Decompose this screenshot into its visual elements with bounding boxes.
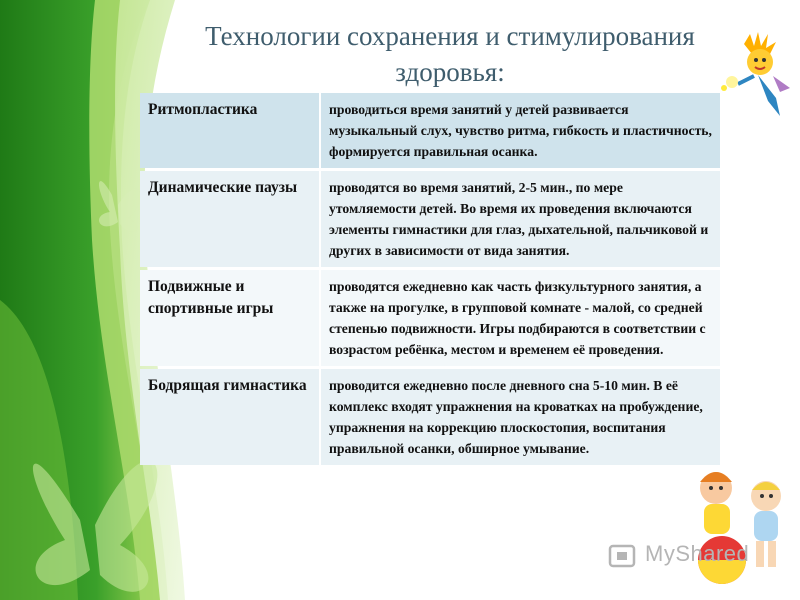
table-row xyxy=(140,369,720,465)
description-cell: проводиться время занятий у детей развивается музыкальный слух, чувство ритма, гибкость и пластичность, формируется правильная осанка. xyxy=(321,93,720,168)
slide-title-line-2: здоровья: xyxy=(395,57,505,87)
term-cell: Бодрящая гимнастика xyxy=(140,369,321,465)
term-cell: Динамические паузы xyxy=(140,171,321,267)
term-cell: Подвижные и спортивные игры xyxy=(140,270,321,366)
term-cell: Ритмопластика xyxy=(140,93,321,168)
slide-title-line-1: Технологии сохранения и стимулирования xyxy=(205,21,695,51)
slide-title xyxy=(150,18,750,90)
table-row xyxy=(140,270,720,366)
technologies-table xyxy=(140,90,720,468)
table-row xyxy=(140,171,720,267)
description-cell: проводятся во время занятий, 2-5 мин., по мере утомляемости детей. Во время их проведения включаются элементы гимнастики для глаз, дыхательной, пальчиковой и других в зависимости от вида занятия. xyxy=(321,171,720,267)
watermark-text: MyShared xyxy=(645,541,750,566)
description-cell: проводятся ежедневно как часть физкультурного занятия, а также на прогулке, в групповой комнате - малой, со средней степенью подвижности. Игры подбираются в соответствии с возрастом ребёнка, местом и временем её проведения. xyxy=(321,270,720,366)
description-cell: проводится ежедневно после дневного сна 5-10 мин. В её комплекс входят упражнения на кроватках на пробуждение, упражнения на коррекцию плоскостопия, воспитания правильной осанки, обширное умывание. xyxy=(321,369,720,465)
table-row xyxy=(140,93,720,168)
